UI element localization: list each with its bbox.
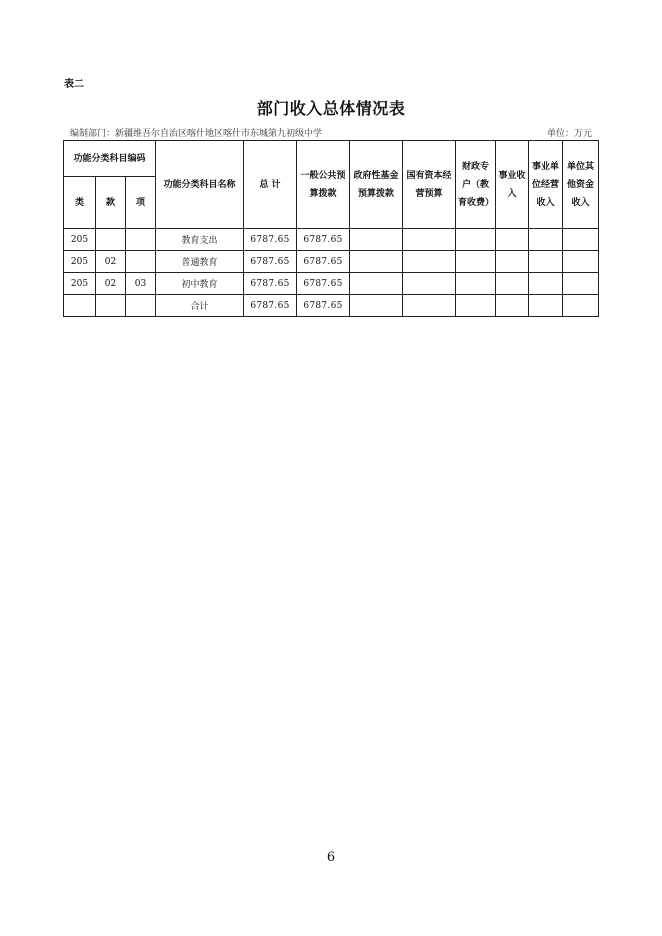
cell-kuan <box>96 229 126 251</box>
cell-general: 6787.65 <box>297 273 350 295</box>
cell-total: 6787.65 <box>244 295 297 317</box>
cell-empty <box>563 273 599 295</box>
header-total: 总 计 <box>244 141 297 229</box>
cell-lei: 205 <box>64 251 96 273</box>
cell-name: 初中教育 <box>156 273 244 295</box>
cell-empty <box>350 229 403 251</box>
page-title: 部门收入总体情况表 <box>256 99 406 118</box>
cell-empty <box>64 295 96 317</box>
cell-empty <box>563 251 599 273</box>
cell-xiang: 03 <box>126 273 156 295</box>
cell-name: 普通教育 <box>156 251 244 273</box>
page-number: 6 <box>326 850 336 865</box>
cell-empty <box>403 229 456 251</box>
cell-empty <box>456 251 496 273</box>
cell-empty <box>403 273 456 295</box>
cell-kuan: 02 <box>96 251 126 273</box>
cell-empty <box>456 229 496 251</box>
cell-empty <box>350 251 403 273</box>
cell-total-label: 合计 <box>156 295 244 317</box>
header-general-budget: 一般公共预算拨款 <box>297 141 350 229</box>
compiling-unit: 编制部门：新疆维吾尔自治区喀什地区喀什市东城第九初级中学 <box>70 129 323 139</box>
cell-total: 6787.65 <box>244 251 297 273</box>
cell-total: 6787.65 <box>244 229 297 251</box>
unit-of-measure: 单位：万元 <box>546 129 592 139</box>
cell-empty <box>563 229 599 251</box>
cell-empty <box>403 251 456 273</box>
table-row <box>64 229 599 251</box>
cell-empty <box>456 295 496 317</box>
header-gov-fund: 政府性基金预算拨款 <box>350 141 403 229</box>
cell-general: 6787.65 <box>297 295 350 317</box>
header-business-income: 事业收入 <box>496 141 529 229</box>
cell-empty <box>529 251 563 273</box>
header-kuan: 款 <box>96 177 126 229</box>
cell-empty <box>403 295 456 317</box>
cell-empty <box>529 229 563 251</box>
cell-empty <box>496 229 529 251</box>
cell-lei: 205 <box>64 229 96 251</box>
header-unit-operating: 事业单位经营收入 <box>529 141 563 229</box>
cell-xiang <box>126 251 156 273</box>
cell-lei: 205 <box>64 273 96 295</box>
header-func-code: 功能分类科目编码 <box>64 141 156 177</box>
table-label: 表二 <box>64 79 84 90</box>
cell-empty <box>96 295 126 317</box>
cell-empty <box>496 273 529 295</box>
cell-empty <box>126 295 156 317</box>
cell-general: 6787.65 <box>297 251 350 273</box>
cell-empty <box>496 251 529 273</box>
cell-empty <box>529 295 563 317</box>
cell-empty <box>456 273 496 295</box>
header-fiscal-special: 财政专户（教育收费） <box>456 141 496 229</box>
cell-empty <box>350 273 403 295</box>
cell-empty <box>350 295 403 317</box>
header-lei: 类 <box>64 177 96 229</box>
cell-name: 教育支出 <box>156 229 244 251</box>
cell-general: 6787.65 <box>297 229 350 251</box>
table-row <box>64 251 599 273</box>
income-summary-table <box>63 140 599 317</box>
cell-xiang <box>126 229 156 251</box>
header-state-capital: 国有资本经营预算 <box>403 141 456 229</box>
total-row <box>64 295 599 317</box>
cell-empty <box>529 273 563 295</box>
cell-kuan: 02 <box>96 273 126 295</box>
header-xiang: 项 <box>126 177 156 229</box>
cell-total: 6787.65 <box>244 273 297 295</box>
header-func-name: 功能分类科目名称 <box>156 141 244 229</box>
cell-empty <box>563 295 599 317</box>
cell-empty <box>496 295 529 317</box>
table-row <box>64 273 599 295</box>
header-unit-other: 单位其他资金收入 <box>563 141 599 229</box>
